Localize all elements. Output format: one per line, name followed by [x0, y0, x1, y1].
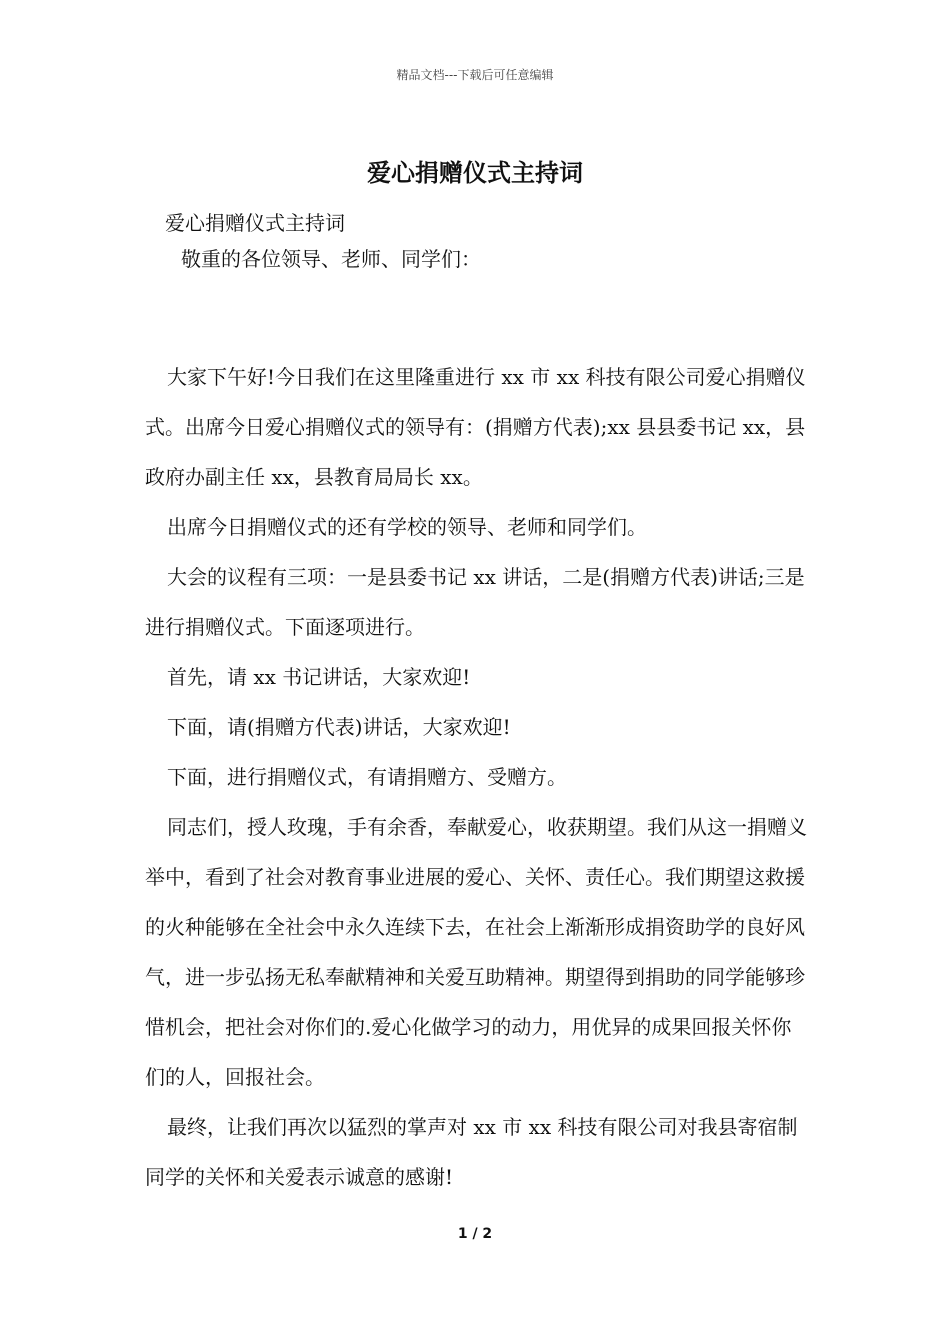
document-body — [145, 205, 810, 1202]
paragraph-2: 出席今日捐赠仪式的还有学校的领导、老师和同学们。 — [167, 515, 647, 539]
paragraph-4: 首先，请 xx 书记讲话，大家欢迎! — [167, 665, 471, 689]
paragraph-7: 同志们，授人玫瑰，手有余香，奉献爱心，收获期望。我们从这一捐赠义举中，看到了社会对教育事业进展的爱心、关怀、责任心。我们期望这救援的火种能够在全社会中永久连续下去，在社会上渐渐形成捐资助学的良好风气，进一步弘扬无私奉献精神和关爱互助精神。期望得到捐助的同学能够珍惜机会，把社会对你们的.爱心化做学习的动力，用优异的成果回报关怀你们的人，回报社会。 — [145, 815, 807, 1089]
page-indicator: 1 / 2 — [457, 1226, 493, 1242]
document-title: 爱心捐赠仪式主持词 — [367, 158, 583, 187]
paragraph-6: 下面，进行捐赠仪式，有请捐赠方、受赠方。 — [167, 765, 567, 789]
document-subtitle: 爱心捐赠仪式主持词 — [165, 211, 345, 235]
header-note: 精品文档---下载后可任意编辑 — [396, 68, 554, 82]
salutation: 敬重的各位领导、老师、同学们： — [181, 247, 481, 271]
paragraph-3: 大会的议程有三项：一是县委书记 xx 讲话，二是(捐赠方代表)讲话;三是进行捐赠仪式。下面逐项进行。 — [145, 565, 805, 639]
paragraph-5: 下面，请(捐赠方代表)讲话，大家欢迎! — [167, 715, 511, 739]
paragraph-8: 最终，让我们再次以猛烈的掌声对 xx 市 xx 科技有限公司对我县寄宿制同学的关怀和关爱表示诚意的感谢! — [145, 1115, 798, 1189]
paragraph-1: 大家下午好!今日我们在这里隆重进行 xx 市 xx 科技有限公司爱心捐赠仪式。出席今日爱心捐赠仪式的领导有：(捐赠方代表);xx 县县委书记 xx，县政府办副主任 xx，县教育局局长 xx。 — [145, 365, 806, 489]
